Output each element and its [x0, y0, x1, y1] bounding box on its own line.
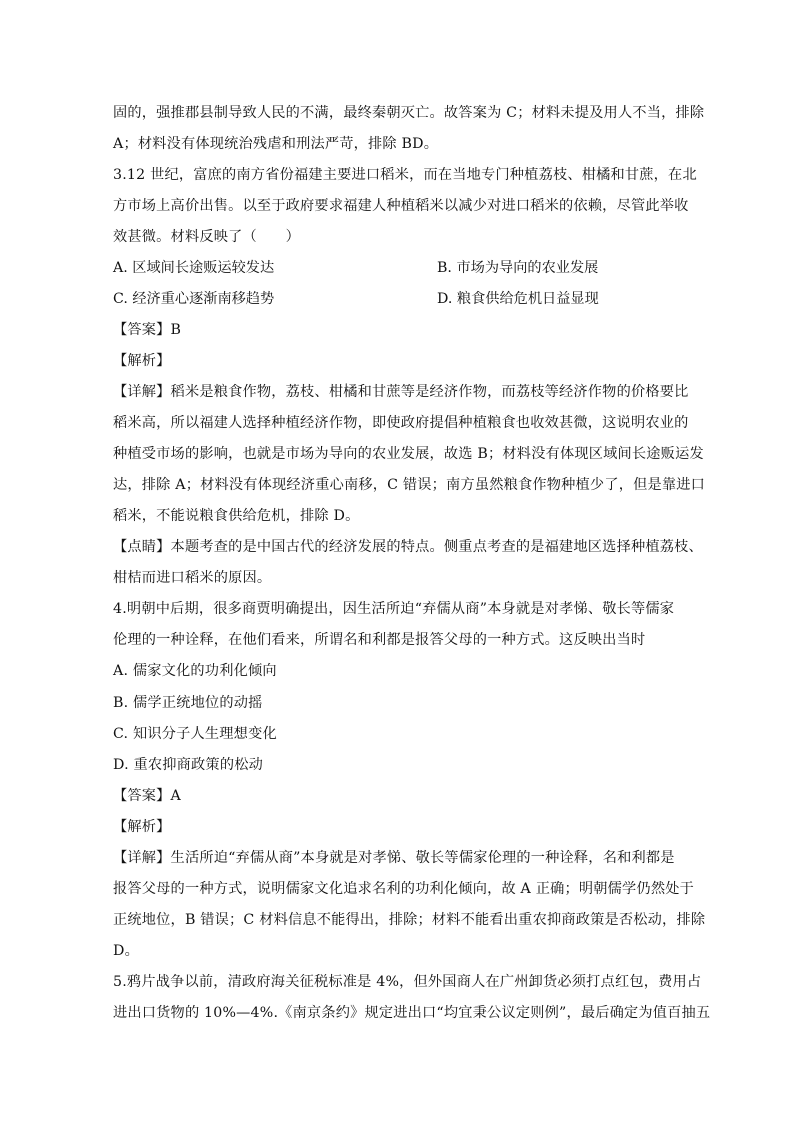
question-4-detail: D。 — [113, 943, 139, 959]
question-3-option-d: D. 粮食供给危机日益显现 — [437, 291, 599, 307]
question-5-stem: 5.鸦片战争以前，清政府海关征税标准是 4%，但外国商人在广州卸货必须打点红包，费用占 — [113, 974, 702, 990]
question-3-option-a: A. 区域间长途贩运较发达 — [113, 260, 275, 276]
question-4-stem: 4.明朝中后期，很多商贾明确提出，因生活所迫“弃儒从商”本身就是对孝悌、敬长等儒家 — [113, 601, 675, 617]
question-3-analysis-label: 【解析】 — [113, 353, 171, 369]
question-4-answer: 【答案】A — [113, 788, 181, 804]
question-4-option-a: A. 儒家文化的功利化倾向 — [113, 663, 277, 679]
question-4-stem: 伦理的一种诠释，在他们看来，所谓名和利都是报答父母的一种方式。这反映出当时 — [113, 632, 646, 648]
question-3-stem: 效甚微。材料反映了（ ） — [113, 229, 301, 245]
question-3-detail: 达，排除 A；材料没有体现经济重心南移，C 错误；南方虽然粮食作物种植少了，但是靠进口 — [113, 477, 706, 493]
question-4-option-b: B. 儒学正统地位的动摇 — [113, 695, 263, 711]
question-4-option-c: C. 知识分子人生理想变化 — [113, 726, 277, 742]
question-5-stem: 进出口货物的 10%—4%.《南京条约》规定进出口“均宜秉公议定则例”，最后确定为值百抽五 — [113, 1005, 711, 1021]
question-3-stem: 3.12 世纪，富庶的南方省份福建主要进口稻米，而在当地专门种植荔枝、柑橘和甘蔗，在北 — [113, 167, 697, 183]
question-3-comment: 【点睛】本题考查的是中国古代的经济发展的特点。侧重点考查的是福建地区选择种植荔枝、 — [113, 539, 703, 555]
question-3-stem: 方市场上高价出售。以至于政府要求福建人种植稻米以减少对进口稻米的依赖，尽管此举收 — [113, 198, 689, 214]
question-4-option-d: D. 重农抑商政策的松动 — [113, 757, 263, 773]
question-4-detail: 【详解】生活所迫“弃儒从商”本身就是对孝悌、敬长等儒家伦理的一种诠释，名和利都是 — [113, 850, 675, 866]
question-3-detail: 种植受市场的影响，也就是市场为导向的农业发展，故选 B；材料没有体现区域间长途贩运发 — [113, 446, 704, 462]
text-line: 固的，强推郡县制导致人民的不满，最终秦朝灭亡。故答案为 C；材料未提及用人不当，排除 — [113, 105, 705, 121]
question-3-detail: 稻米，不能说粮食供给危机，排除 D。 — [113, 508, 360, 524]
question-4-analysis-label: 【解析】 — [113, 819, 171, 835]
question-3-detail: 稻米高，所以福建人选择种植经济作物，即使政府提倡种植粮食也收效甚微，这说明农业的 — [113, 415, 689, 431]
text-line: A；材料没有体现统治残虐和刑法严苛，排除 BD。 — [113, 136, 439, 152]
question-3-answer: 【答案】B — [113, 322, 182, 338]
question-3-option-b: B. 市场为导向的农业发展 — [437, 260, 599, 276]
question-4-detail: 报答父母的一种方式，说明儒家文化追求名利的功利化倾向，故 A 正确；明朝儒学仍然处于 — [113, 881, 694, 897]
question-3-detail: 【详解】稻米是粮食作物，荔枝、柑橘和甘蔗等是经济作物，而荔枝等经济作物的价格要比 — [113, 384, 689, 400]
question-4-detail: 正统地位，B 错误；C 材料信息不能得出，排除；材料不能看出重农抑商政策是否松动，排除 — [113, 912, 706, 928]
question-3-option-c: C. 经济重心逐渐南移趋势 — [113, 291, 275, 307]
question-3-comment: 柑桔而进口稻米的原因。 — [113, 570, 272, 586]
